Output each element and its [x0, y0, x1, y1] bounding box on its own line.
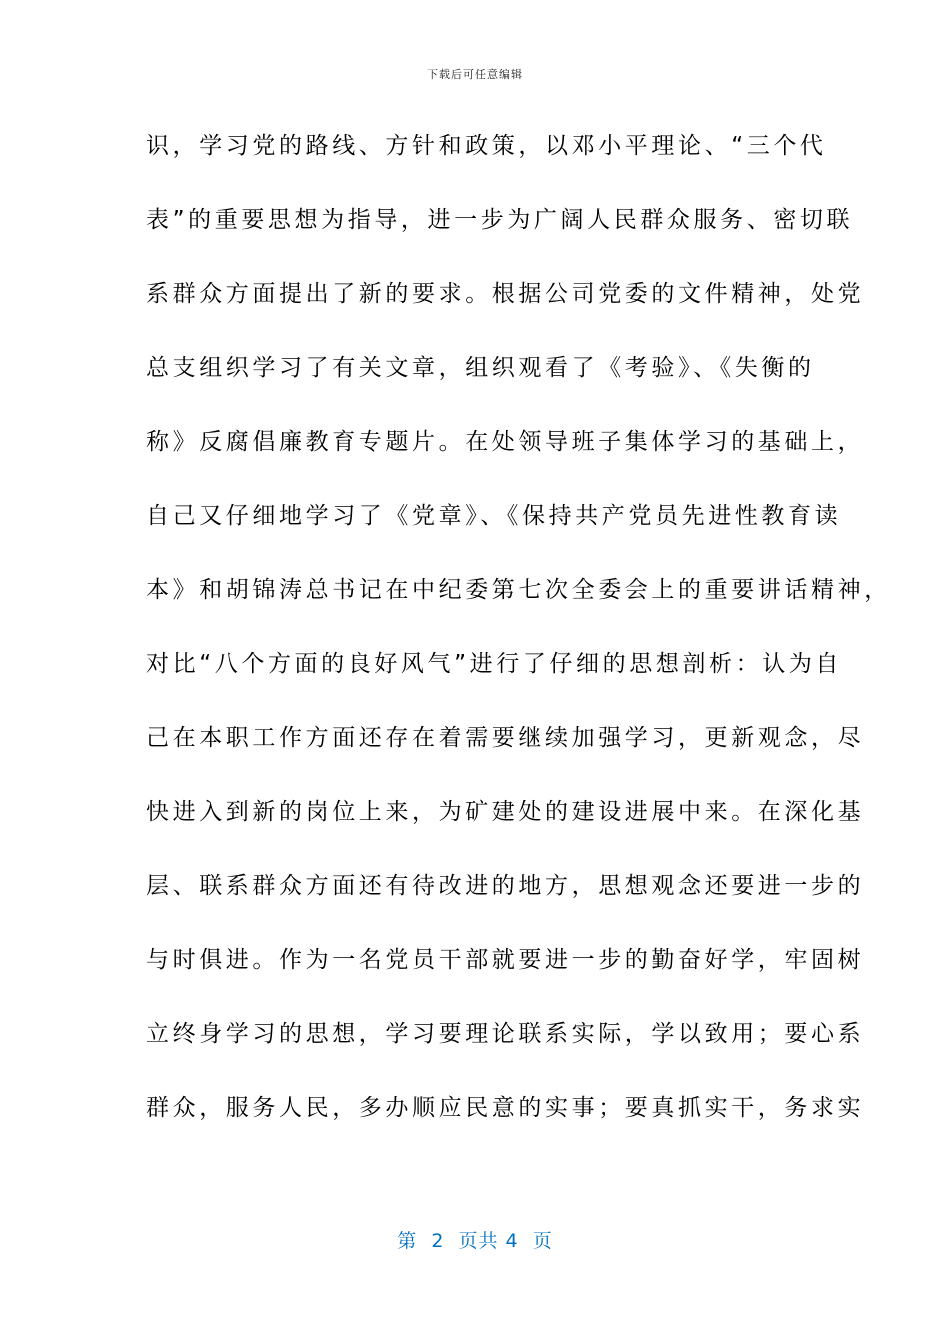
body-line: 总支组织学习了有关文章，组织观看了《考验》、《失衡的: [146, 355, 815, 381]
body-line: 与时俱进。作为一名党员干部就要进一步的勤奋好学，牢固树: [146, 947, 865, 973]
header-note: 下载后可任意编辑: [427, 68, 523, 81]
body-line: 己在本职工作方面还存在着需要继续加强学习，更新观念，尽: [146, 725, 865, 751]
body-line: 本》和胡锦涛总书记在中纪委第七次全委会上的重要讲话精神，: [146, 577, 891, 603]
body-line: 立终身学习的思想，学习要理论联系实际，学以致用；要心系: [146, 1021, 865, 1047]
body-line: 群众，服务人民，多办顺应民意的实事；要真抓实干，务求实: [146, 1095, 865, 1121]
page-number-footer: 第 2 页共 4 页: [397, 1230, 553, 1252]
document-body: [146, 127, 891, 1163]
body-line: 系群众方面提出了新的要求。根据公司党委的文件精神，处党: [146, 281, 865, 307]
body-line: 快进入到新的岗位上来，为矿建处的建设进展中来。在深化基: [146, 799, 865, 825]
body-line: 称》反腐倡廉教育专题片。在处领导班子集体学习的基础上，: [146, 429, 865, 455]
body-line: 识，学习党的路线、方针和政策，以邓小平理论、“三个代: [146, 133, 827, 159]
body-line: 自己又仔细地学习了《党章》、《保持共产党员先进性教育读: [146, 503, 842, 529]
body-line: 对比“八个方面的良好风气”进行了仔细的思想剖析：认为自: [146, 651, 843, 677]
body-line: 层、联系群众方面还有待改进的地方，思想观念还要进一步的: [146, 873, 865, 899]
body-line: 表”的重要思想为指导，进一步为广阔人民群众服务、密切联: [146, 207, 854, 233]
